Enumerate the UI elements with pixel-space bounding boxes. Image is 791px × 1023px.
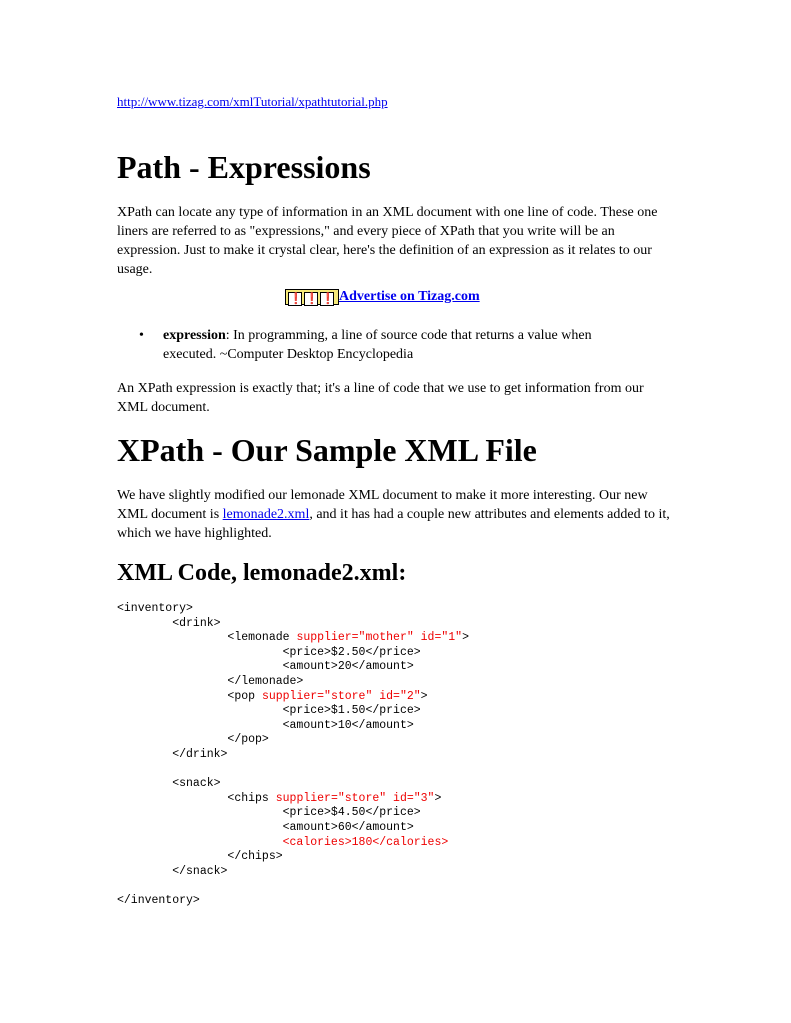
code-line: </pop> xyxy=(117,733,269,747)
code-line: <price>$1.50</price> xyxy=(117,704,421,718)
code-line: <price>$2.50</price> xyxy=(117,645,421,659)
code-line: </drink> xyxy=(117,747,228,761)
heading-sample-xml: XPath - Our Sample XML File xyxy=(117,432,537,468)
heading-path-expressions: Path - Expressions xyxy=(117,149,371,185)
code-line: > xyxy=(462,631,469,645)
para-text-after: , and it has had a couple new attributes and elements added to it, which we have highlighted. xyxy=(117,507,670,541)
intro-paragraph: XPath can locate any type of information in an XML document with one line of code. These one liners are referred to as "expressions," and every piece of XPath that you write will be an expression. Just to make it crystal clear, here's the definition of an expression as it relates to our usage. xyxy=(117,205,658,277)
code-line: <drink> xyxy=(117,616,221,630)
code-line: > xyxy=(420,689,428,703)
code-highlight: <calories>180</calories> xyxy=(117,835,449,849)
ad-badge-icon: ❗ ❗ ❗ xyxy=(285,289,339,305)
sample-intro-paragraph xyxy=(117,486,677,543)
code-line: </lemonade> xyxy=(117,674,304,688)
para-text-before: We have slightly modified our lemonade XML document to make it more interesting. Our new XML document is xyxy=(117,488,648,522)
source-url-link[interactable]: http://www.tizag.com/xmlTutorial/xpathtutorial.php xyxy=(117,94,388,109)
definition-term: expression xyxy=(163,328,226,343)
definition-text: : In programming, a line of source code that returns a value when executed. ~Computer Desktop Encyclopedia xyxy=(163,328,592,362)
code-highlight: supplier="store" id="3" xyxy=(275,791,435,805)
code-line: </chips> xyxy=(117,850,283,864)
advertise-banner[interactable] xyxy=(285,289,480,305)
code-line: > xyxy=(434,791,442,805)
list-item xyxy=(117,326,643,364)
closing-paragraph: An XPath expression is exactly that; it's a line of code that we use to get information from our XML document. xyxy=(117,381,644,415)
code-line: </snack> xyxy=(117,864,228,878)
lemonade2-link[interactable]: lemonade2.xml xyxy=(222,507,310,522)
bullet-icon: • xyxy=(139,328,144,343)
code-line: <snack> xyxy=(117,777,221,791)
code-line: <pop xyxy=(117,689,262,703)
definition-list xyxy=(117,326,677,364)
code-heading: XML Code, lemonade2.xml: xyxy=(117,560,407,586)
xml-code-block xyxy=(117,602,469,908)
code-line: <lemonade xyxy=(117,631,297,645)
code-line: <amount>60</amount> xyxy=(117,820,414,834)
code-line: <amount>20</amount> xyxy=(117,660,414,674)
code-line: </inventory> xyxy=(117,893,200,907)
advertise-link[interactable]: Advertise on Tizag.com xyxy=(339,289,480,304)
code-line: <price>$4.50</price> xyxy=(117,806,421,820)
code-highlight: supplier="store" id="2" xyxy=(261,689,421,703)
code-line: <chips xyxy=(117,791,276,805)
code-line: <inventory> xyxy=(117,602,193,615)
code-highlight: supplier="mother" id="1" xyxy=(296,631,463,645)
code-line: <amount>10</amount> xyxy=(117,718,414,732)
